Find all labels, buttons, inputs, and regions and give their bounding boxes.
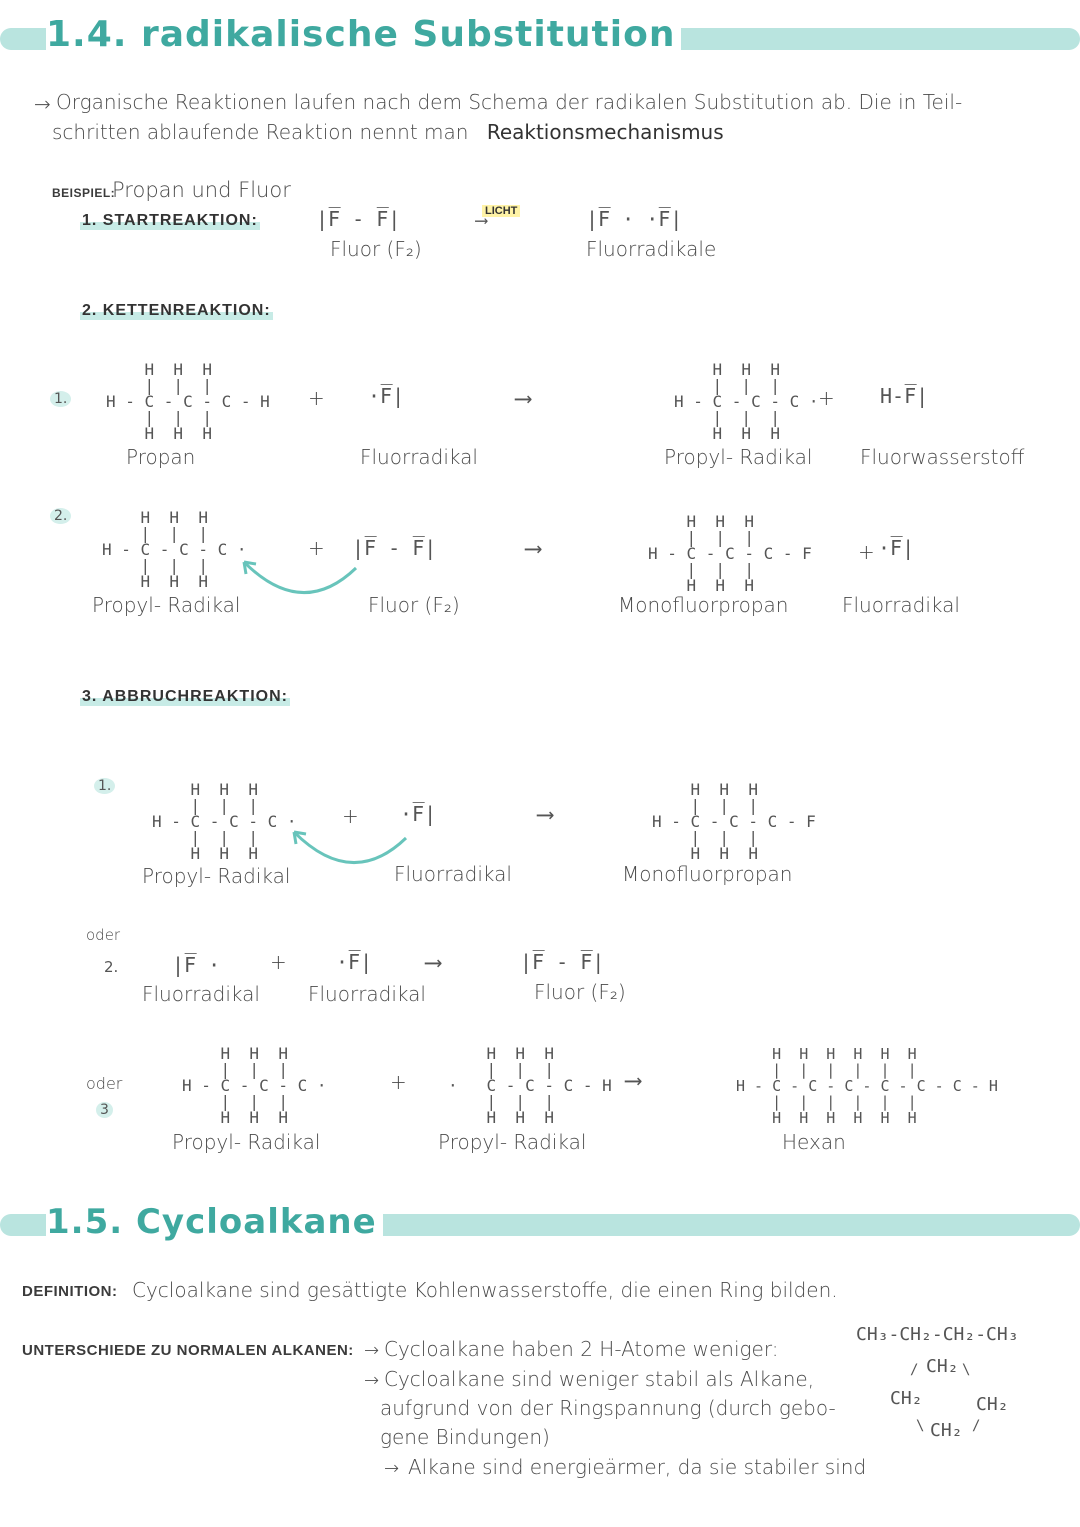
section-title-cycloalkane: 1.5. Cycloalkane	[46, 1202, 383, 1242]
start-reactant: |F̅ - F̅|	[316, 207, 401, 231]
kettenreaktion-label: 2. KETTENREAKTION:	[82, 302, 271, 319]
ketten-r2-a-name: Propyl- Radikal	[92, 593, 241, 617]
intro-line-1: Organische Reaktionen laufen nach dem Schema der radikalen Substitution ab. Die in Teil-	[56, 90, 963, 114]
plus-sign: +	[390, 1070, 407, 1094]
start-reactant-name: Fluor (F₂)	[330, 237, 422, 261]
section-title-radikalische-substitution: 1.4. radikalische Substitution	[46, 14, 681, 55]
abbruch-r1-b-name: Fluorradikal	[394, 862, 512, 886]
ketten-r2-c-name: Monofluorpropan	[618, 593, 789, 617]
ketten-r1-b: ·F̅|	[368, 384, 405, 408]
ring-bond-icon: /	[972, 1418, 981, 1434]
ketten-r1-a-name: Propan	[126, 445, 196, 469]
abbruch-r1-number: 1.	[94, 778, 115, 794]
propyl-radical-structure: H H H | | | H - C - C - C · | | | H H H	[182, 1044, 327, 1127]
abbruch-r3-a-name: Propyl- Radikal	[172, 1130, 321, 1154]
unterschied-2b: aufgrund von der Ringspannung (durch gebo-	[380, 1396, 836, 1420]
propyl-radical-structure: H H H | | | H - C - C - C · | | | H H H	[102, 508, 247, 591]
ketten-r2-b: |F̅ - F̅|	[352, 536, 437, 560]
ring-ch2-right: CH₂	[976, 1394, 1009, 1415]
propyl-radical-structure: H H H | | | H - C - C - C · | | | H H H	[152, 780, 297, 863]
propane-structure: H H H | | | H - C - C - C - H | | | H H H	[106, 360, 270, 443]
bullet-arrow-icon: →	[384, 1458, 400, 1479]
plus-sign: +	[308, 536, 325, 560]
plus-sign: +	[818, 386, 835, 410]
ketten-r2-d: ·F̅|	[878, 536, 915, 560]
ketten-r1-b-name: Fluorradikal	[360, 445, 478, 469]
unterschiede-label: UNTERSCHIEDE ZU NORMALEN ALKANEN:	[22, 1342, 354, 1359]
abbruch-r2-b: ·F̅|	[336, 950, 373, 974]
ketten-r2-d-name: Fluorradikal	[842, 593, 960, 617]
plus-sign: +	[270, 950, 287, 974]
abbruchreaktion-label: 3. ABBRUCHREAKTION:	[82, 688, 288, 705]
abbruch-r1-b: ·F̅|	[400, 802, 437, 826]
abbruch-r2-a: |F̅ ·	[172, 953, 221, 977]
ketten-r1-number: 1.	[50, 391, 71, 407]
abbruch-r3-number: 3	[96, 1102, 113, 1118]
propyl-radical-structure-left: H H H | | | · C - C - C - H | | | H H H	[448, 1044, 612, 1127]
arrow-icon: ⟶	[426, 948, 441, 976]
unterschied-2a: Cycloalkane sind weniger stabil als Alkane,	[384, 1367, 815, 1391]
arrow-icon: ⟶	[538, 800, 553, 828]
start-product-name: Fluorradikale	[586, 237, 717, 261]
condition-licht: LICHT	[482, 205, 520, 217]
monofluorpropan-structure: H H H | | | H - C - C - C - F | | | H H H	[652, 780, 816, 863]
arrow-icon: ⟶	[626, 1066, 641, 1094]
start-arrow-icon: ⟶	[476, 210, 487, 231]
abbruch-r2-a-name: Fluorradikal	[142, 982, 260, 1006]
abbruch-r2-c: |F̅ - F̅|	[520, 950, 605, 974]
intro-line-2-text: schritten ablaufende Reaktion nennt man	[52, 120, 469, 144]
ring-bond-icon: /	[910, 1362, 919, 1378]
arrow-icon: ⟶	[516, 384, 531, 412]
ketten-r2-number: 2.	[50, 508, 71, 524]
start-product: |F̅ · ·F̅|	[586, 207, 683, 231]
definition-text: Cycloalkane sind gesättigte Kohlenwasserstoffe, die einen Ring bilden.	[132, 1278, 838, 1302]
abbruch-r2-number: 2.	[104, 958, 119, 976]
abbruch-r3-b-name: Propyl- Radikal	[438, 1130, 587, 1154]
definition-label: DEFINITION:	[22, 1283, 118, 1300]
oder-label: oder	[86, 1074, 123, 1093]
ring-bond-icon: \	[962, 1362, 971, 1378]
startreaktion-label: 1. STARTREAKTION:	[82, 212, 258, 229]
ketten-r1-c-name: Propyl- Radikal	[664, 445, 813, 469]
abbruch-r2-c-name: Fluor (F₂)	[534, 980, 626, 1004]
beispiel-text: Propan und Fluor	[112, 178, 291, 202]
ring-bond-icon: \	[916, 1418, 925, 1434]
bullet-arrow-icon: →	[364, 1370, 380, 1391]
plus-sign: +	[342, 804, 359, 828]
propyl-radical-structure: H H H | | | H - C - C - C · | | | H H H	[674, 360, 819, 443]
abbruch-r2-b-name: Fluorradikal	[308, 982, 426, 1006]
bullet-arrow-icon: →	[364, 1340, 380, 1361]
beispiel-label: BEISPIEL:	[52, 186, 116, 200]
abbruch-r1-c-name: Monofluorpropan	[622, 862, 793, 886]
intro-arrow-icon: →	[34, 92, 51, 116]
ketten-r1-d: H-F̅|	[880, 384, 929, 408]
ketten-r1-d-name: Fluorwasserstoff	[860, 445, 1025, 469]
hexan-structure: H H H H H H | | | | | | H - C - C - C - C - C - C - H | | | | | | H H H H H H	[736, 1045, 998, 1127]
ketten-r2-b-name: Fluor (F₂)	[368, 593, 460, 617]
plus-sign: +	[858, 540, 875, 564]
ring-ch2-bottom: CH₂	[930, 1420, 963, 1441]
plus-sign: +	[308, 386, 325, 410]
unterschied-2c: gene Bindungen)	[380, 1425, 550, 1449]
abbruch-r1-a-name: Propyl- Radikal	[142, 864, 291, 888]
intro-line-2	[52, 120, 724, 144]
abbruch-r3-c-name: Hexan	[782, 1130, 846, 1154]
butane-chain: CH₃-CH₂-CH₂-CH₃	[856, 1324, 1019, 1345]
ring-ch2-top: CH₂	[926, 1356, 959, 1377]
arrow-icon: ⟶	[526, 534, 541, 562]
unterschied-3: Alkane sind energieärmer, da sie stabiler sind	[408, 1455, 867, 1479]
monofluorpropan-structure: H H H | | | H - C - C - C - F | | | H H H	[648, 512, 812, 595]
intro-term-reaktionsmechanismus: Reaktionsmechanismus	[486, 120, 724, 144]
oder-label: oder	[86, 926, 121, 944]
unterschied-1: Cycloalkane haben 2 H-Atome weniger:	[384, 1337, 779, 1361]
electron-transfer-arrow-icon	[232, 550, 362, 602]
ring-ch2-left: CH₂	[890, 1388, 923, 1409]
